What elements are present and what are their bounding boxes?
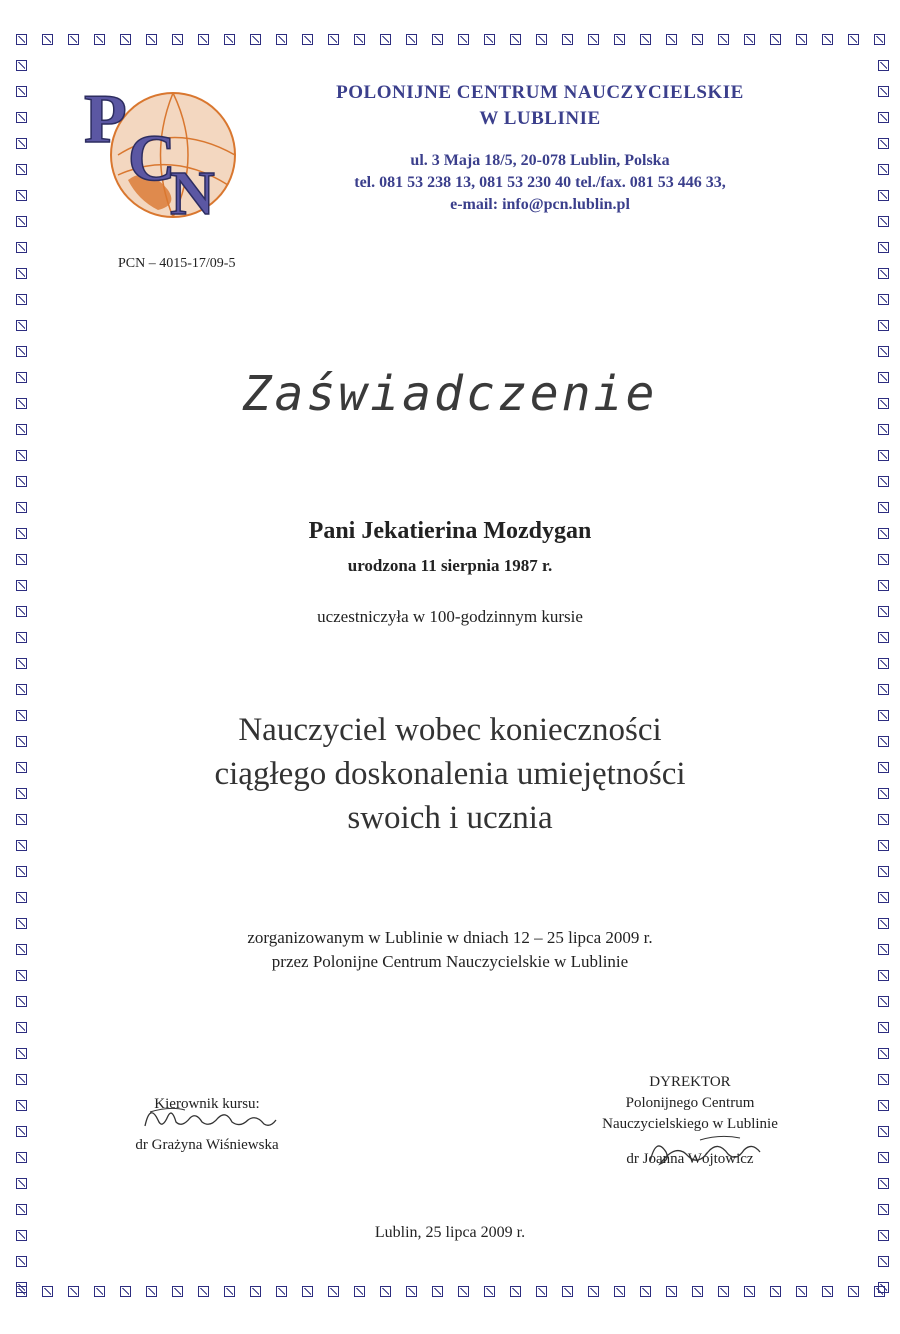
border-square — [16, 34, 27, 45]
border-square — [562, 1286, 573, 1297]
border-square — [16, 1256, 27, 1267]
border-square — [878, 424, 889, 435]
border-square — [536, 34, 547, 45]
border-square — [510, 1286, 521, 1297]
border-square — [16, 1152, 27, 1163]
border-square — [666, 34, 677, 45]
border-square — [42, 1286, 53, 1297]
border-square — [878, 1126, 889, 1137]
border-square — [328, 34, 339, 45]
border-square — [380, 1286, 391, 1297]
border-square — [878, 502, 889, 513]
border-square — [614, 34, 625, 45]
border-square — [16, 164, 27, 175]
border-square — [878, 450, 889, 461]
border-square — [16, 476, 27, 487]
issue-date: Lublin, 25 lipca 2009 r. — [374, 1224, 526, 1241]
reference-number: PCN – 4015-17/09-5 — [118, 256, 236, 271]
institution-phones: tel. 081 53 238 13, 081 53 230 40 tel./fax. 081 53 446 33, — [354, 174, 726, 191]
border-square — [16, 424, 27, 435]
border-square — [16, 346, 27, 357]
border-square — [822, 34, 833, 45]
institution-name-line2: W LUBLINIE — [479, 108, 601, 129]
border-square — [16, 450, 27, 461]
border-square — [16, 1100, 27, 1111]
border-square — [406, 34, 417, 45]
border-square — [878, 996, 889, 1007]
border-square — [224, 1286, 235, 1297]
border-square — [276, 34, 287, 45]
border-square — [848, 1286, 859, 1297]
border-square — [16, 996, 27, 1007]
border-square — [146, 1286, 157, 1297]
recipient-name: Pani Jekatierina Mozdygan — [308, 518, 592, 544]
border-square — [16, 216, 27, 227]
border-square — [878, 320, 889, 331]
border-square — [198, 1286, 209, 1297]
institution-email: e-mail: info@pcn.lublin.pl — [450, 196, 630, 213]
border-square — [878, 1152, 889, 1163]
border-square — [380, 34, 391, 45]
border-square — [822, 1286, 833, 1297]
border-square — [68, 34, 79, 45]
handwritten-signature-left — [140, 1098, 280, 1138]
border-square — [16, 1126, 27, 1137]
director-org-line: Polonijnego Centrum — [625, 1095, 755, 1111]
director-name: dr Joanna Wójtowicz — [626, 1151, 754, 1167]
border-square — [354, 1286, 365, 1297]
border-square — [640, 34, 651, 45]
course-title — [0, 708, 900, 840]
border-square — [878, 1256, 889, 1267]
border-square — [16, 138, 27, 149]
border-square — [16, 242, 27, 253]
border-square — [94, 34, 105, 45]
border-square — [16, 1048, 27, 1059]
border-square — [878, 840, 889, 851]
border-square — [874, 34, 885, 45]
border-square — [68, 1286, 79, 1297]
border-square — [198, 34, 209, 45]
border-square — [16, 1074, 27, 1085]
border-square — [484, 34, 495, 45]
border-square — [120, 34, 131, 45]
border-square — [878, 294, 889, 305]
border-square — [588, 34, 599, 45]
border-square — [718, 34, 729, 45]
svg-text:N: N — [170, 160, 215, 220]
border-square — [878, 216, 889, 227]
border-square — [878, 86, 889, 97]
border-square — [16, 840, 27, 851]
border-square — [16, 60, 27, 71]
border-square — [878, 1204, 889, 1215]
border-square — [16, 866, 27, 877]
border-square — [16, 320, 27, 331]
handwritten-signature-right — [640, 1132, 770, 1172]
course-title-line: swoich i ucznia — [347, 800, 553, 836]
border-square — [432, 1286, 443, 1297]
organization-line: przez Polonijne Centrum Nauczycielskie w Lublinie — [271, 952, 629, 971]
border-square — [16, 684, 27, 695]
border-square — [302, 1286, 313, 1297]
border-square — [588, 1286, 599, 1297]
border-square — [878, 1048, 889, 1059]
border-square — [16, 1286, 27, 1297]
border-square — [878, 684, 889, 695]
border-square — [878, 190, 889, 201]
course-leader-role: Kierownik kursu: — [154, 1096, 260, 1112]
border-square — [878, 658, 889, 669]
border-square — [770, 1286, 781, 1297]
border-square — [16, 86, 27, 97]
border-square — [16, 892, 27, 903]
border-square — [354, 34, 365, 45]
document-title: Zaświadczenie — [242, 366, 658, 422]
border-square — [536, 1286, 547, 1297]
organization-statement — [0, 926, 900, 974]
border-square — [878, 580, 889, 591]
border-square — [878, 242, 889, 253]
border-square — [562, 34, 573, 45]
border-square — [16, 1022, 27, 1033]
border-square — [16, 1204, 27, 1215]
border-square — [458, 1286, 469, 1297]
border-square — [484, 1286, 495, 1297]
border-square — [744, 1286, 755, 1297]
organization-line: zorganizowanym w Lublinie w dniach 12 – 25 lipca 2009 r. — [247, 928, 653, 947]
border-square — [878, 268, 889, 279]
border-square — [16, 658, 27, 669]
border-square — [250, 34, 261, 45]
participation-statement: uczestniczyła w 100-godzinnym kursie — [317, 607, 583, 626]
border-square — [120, 1286, 131, 1297]
border-square — [146, 34, 157, 45]
border-square — [614, 1286, 625, 1297]
border-square — [276, 1286, 287, 1297]
border-square — [878, 112, 889, 123]
border-square — [224, 34, 235, 45]
border-square — [878, 892, 889, 903]
director-title: DYREKTOR — [649, 1074, 731, 1090]
border-square — [878, 476, 889, 487]
border-square — [796, 34, 807, 45]
pcn-logo — [78, 80, 238, 220]
border-square — [640, 1286, 651, 1297]
border-square — [16, 502, 27, 513]
border-square — [16, 190, 27, 201]
border-square — [16, 1178, 27, 1189]
border-square — [172, 34, 183, 45]
institution-name-line1: POLONIJNE CENTRUM NAUCZYCIELSKIE — [336, 82, 744, 103]
border-square — [878, 866, 889, 877]
border-square — [250, 1286, 261, 1297]
border-square — [874, 1286, 885, 1297]
border-square — [666, 1286, 677, 1297]
border-square — [458, 34, 469, 45]
border-square — [848, 34, 859, 45]
border-square — [16, 294, 27, 305]
border-square — [878, 1100, 889, 1111]
border-square — [878, 60, 889, 71]
border-square — [16, 1282, 27, 1293]
birth-date: urodzona 11 sierpnia 1987 r. — [347, 556, 553, 575]
institution-address: ul. 3 Maja 18/5, 20-078 Lublin, Polska — [410, 152, 670, 169]
border-square — [42, 34, 53, 45]
border-square — [878, 632, 889, 643]
border-square — [878, 1178, 889, 1189]
border-square — [796, 1286, 807, 1297]
border-square — [16, 268, 27, 279]
border-square — [16, 632, 27, 643]
border-square — [432, 34, 443, 45]
border-square — [878, 164, 889, 175]
director-org-line: Nauczycielskiego w Lublinie — [602, 1116, 778, 1132]
border-square — [878, 1074, 889, 1085]
svg-text:C: C — [128, 122, 176, 195]
border-square — [692, 34, 703, 45]
border-square — [770, 34, 781, 45]
institution-header — [260, 80, 820, 216]
course-title-line: ciągłego doskonalenia umiejętności — [214, 756, 686, 792]
border-square — [744, 34, 755, 45]
border-square — [302, 34, 313, 45]
border-square — [878, 1282, 889, 1293]
border-square — [172, 1286, 183, 1297]
border-square — [510, 34, 521, 45]
border-square — [878, 1022, 889, 1033]
border-square — [718, 1286, 729, 1297]
border-square — [16, 112, 27, 123]
border-square — [16, 580, 27, 591]
border-square — [328, 1286, 339, 1297]
border-square — [692, 1286, 703, 1297]
course-title-line: Nauczyciel wobec konieczności — [238, 712, 662, 748]
border-square — [878, 138, 889, 149]
border-square — [406, 1286, 417, 1297]
course-leader-name: dr Grażyna Wiśniewska — [135, 1137, 279, 1153]
border-square — [94, 1286, 105, 1297]
svg-text:P: P — [84, 81, 127, 158]
border-square — [878, 346, 889, 357]
